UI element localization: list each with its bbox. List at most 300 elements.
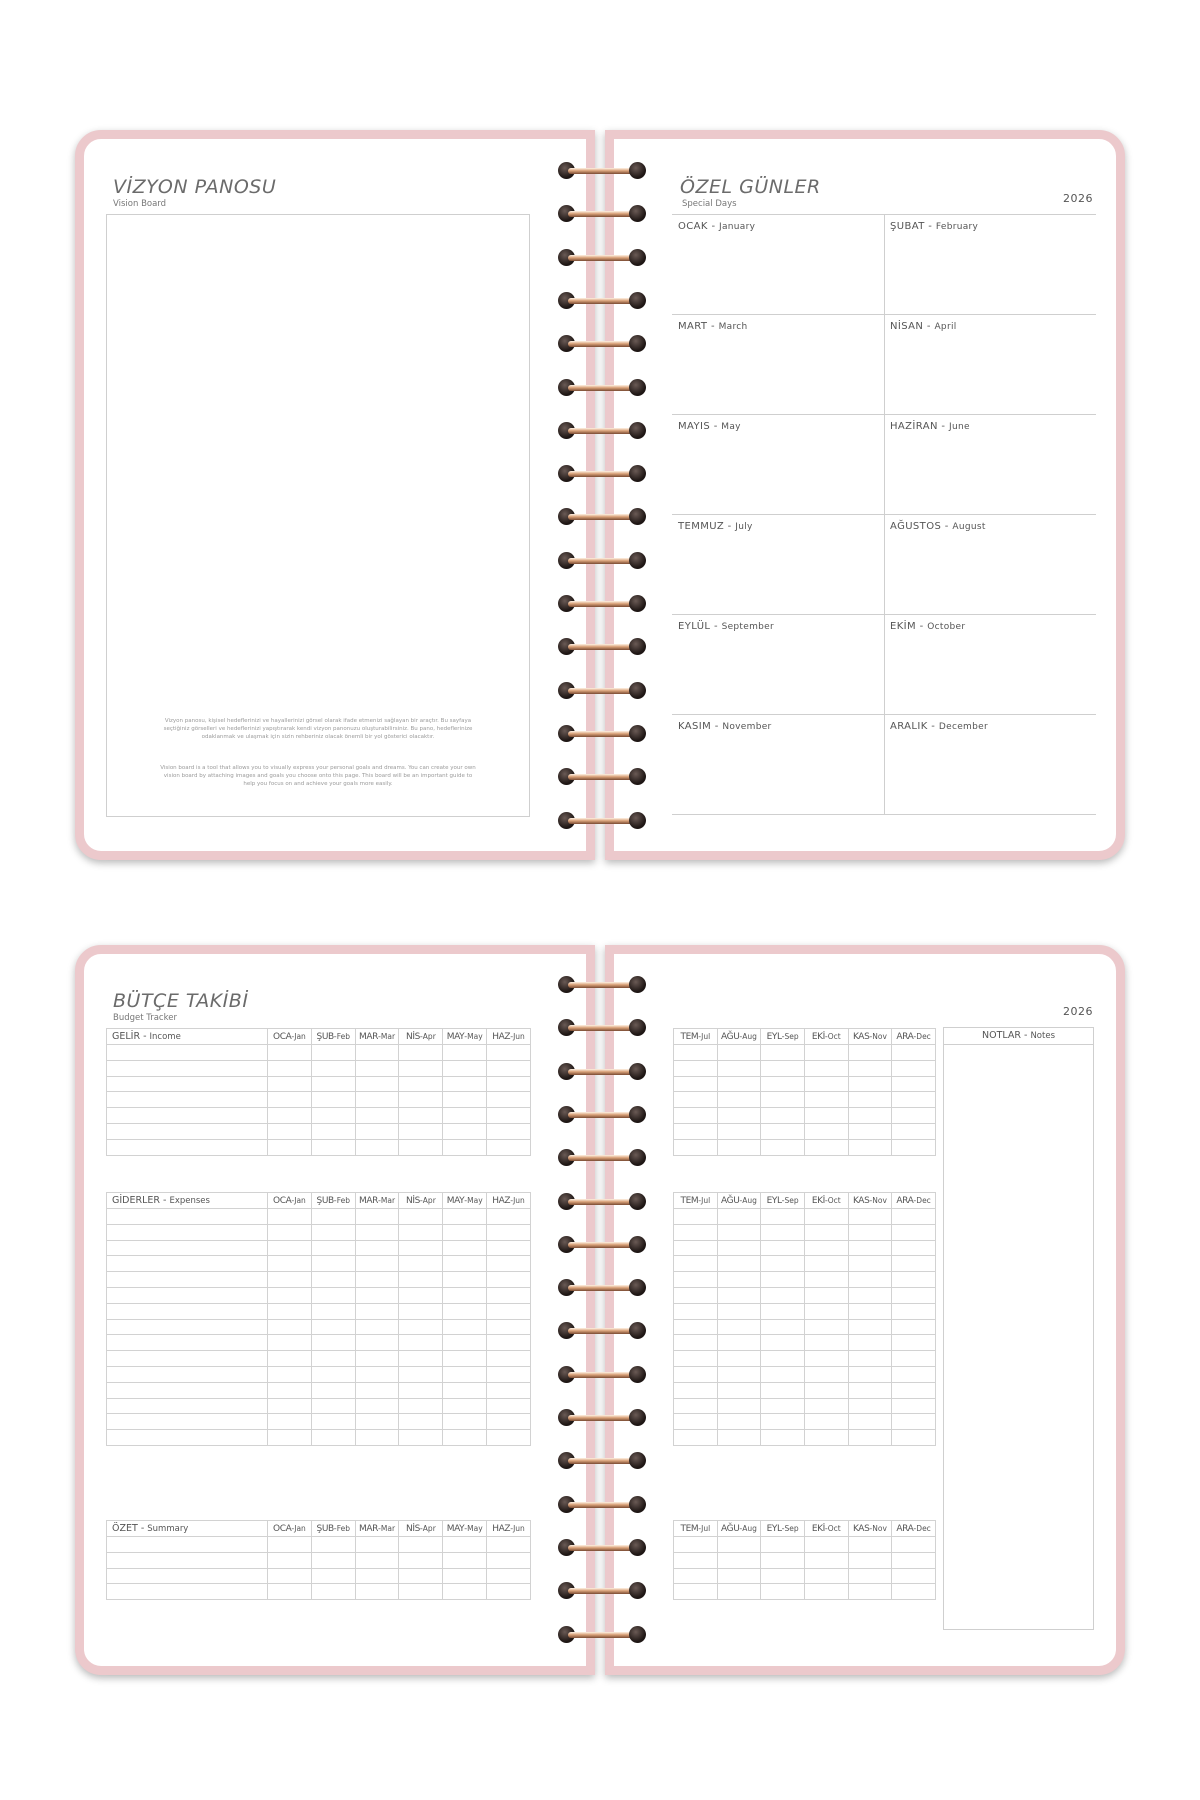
table-row[interactable]: [107, 1568, 531, 1584]
entry-cell[interactable]: [674, 1224, 718, 1240]
entry-cell[interactable]: [107, 1272, 268, 1288]
entry-cell[interactable]: [399, 1584, 443, 1600]
entry-cell[interactable]: [399, 1335, 443, 1351]
table-row[interactable]: [107, 1060, 531, 1076]
entry-cell[interactable]: [761, 1139, 805, 1155]
entry-cell[interactable]: [107, 1287, 268, 1303]
entry-cell[interactable]: [268, 1366, 312, 1382]
table-row[interactable]: [674, 1076, 936, 1092]
entry-cell[interactable]: [892, 1430, 936, 1446]
entry-cell[interactable]: [674, 1139, 718, 1155]
entry-cell[interactable]: [107, 1537, 268, 1553]
entry-cell[interactable]: [355, 1287, 399, 1303]
entry-cell[interactable]: [848, 1398, 892, 1414]
entry-cell[interactable]: [848, 1287, 892, 1303]
table-row[interactable]: [674, 1060, 936, 1076]
entry-cell[interactable]: [674, 1287, 718, 1303]
entry-cell[interactable]: [848, 1108, 892, 1124]
entry-cell[interactable]: [399, 1224, 443, 1240]
entry-cell[interactable]: [848, 1076, 892, 1092]
entry-cell[interactable]: [761, 1366, 805, 1382]
entry-cell[interactable]: [892, 1303, 936, 1319]
entry-cell[interactable]: [443, 1366, 487, 1382]
entry-cell[interactable]: [355, 1272, 399, 1288]
entry-cell[interactable]: [717, 1398, 761, 1414]
entry-cell[interactable]: [311, 1060, 355, 1076]
entry-cell[interactable]: [848, 1537, 892, 1553]
entry-cell[interactable]: [674, 1272, 718, 1288]
entry-cell[interactable]: [399, 1537, 443, 1553]
entry-cell[interactable]: [892, 1382, 936, 1398]
entry-cell[interactable]: [892, 1287, 936, 1303]
entry-cell[interactable]: [717, 1139, 761, 1155]
entry-cell[interactable]: [443, 1584, 487, 1600]
entry-cell[interactable]: [674, 1414, 718, 1430]
entry-cell[interactable]: [892, 1414, 936, 1430]
entry-cell[interactable]: [717, 1045, 761, 1061]
entry-cell[interactable]: [804, 1398, 848, 1414]
table-row[interactable]: [674, 1045, 936, 1061]
entry-cell[interactable]: [892, 1240, 936, 1256]
entry-cell[interactable]: [268, 1382, 312, 1398]
entry-cell[interactable]: [848, 1123, 892, 1139]
entry-cell[interactable]: [399, 1319, 443, 1335]
entry-cell[interactable]: [268, 1139, 312, 1155]
entry-cell[interactable]: [487, 1224, 531, 1240]
entry-cell[interactable]: [443, 1537, 487, 1553]
entry-cell[interactable]: [848, 1366, 892, 1382]
entry-cell[interactable]: [268, 1319, 312, 1335]
entry-cell[interactable]: [311, 1552, 355, 1568]
table-row[interactable]: [674, 1568, 936, 1584]
entry-cell[interactable]: [487, 1272, 531, 1288]
entry-cell[interactable]: [268, 1335, 312, 1351]
table-row[interactable]: [107, 1240, 531, 1256]
entry-cell[interactable]: [399, 1398, 443, 1414]
entry-cell[interactable]: [761, 1092, 805, 1108]
entry-cell[interactable]: [487, 1382, 531, 1398]
entry-cell[interactable]: [674, 1060, 718, 1076]
table-row[interactable]: [674, 1272, 936, 1288]
entry-cell[interactable]: [487, 1256, 531, 1272]
entry-cell[interactable]: [674, 1045, 718, 1061]
entry-cell[interactable]: [717, 1209, 761, 1225]
entry-cell[interactable]: [892, 1335, 936, 1351]
table-row[interactable]: [107, 1139, 531, 1155]
entry-cell[interactable]: [355, 1092, 399, 1108]
entry-cell[interactable]: [443, 1045, 487, 1061]
entry-cell[interactable]: [487, 1584, 531, 1600]
entry-cell[interactable]: [674, 1303, 718, 1319]
entry-cell[interactable]: [892, 1319, 936, 1335]
table-row[interactable]: [107, 1430, 531, 1446]
entry-cell[interactable]: [848, 1139, 892, 1155]
entry-cell[interactable]: [399, 1045, 443, 1061]
table-row[interactable]: [674, 1224, 936, 1240]
table-row[interactable]: [674, 1366, 936, 1382]
table-row[interactable]: [674, 1303, 936, 1319]
entry-cell[interactable]: [892, 1060, 936, 1076]
table-row[interactable]: [674, 1319, 936, 1335]
entry-cell[interactable]: [674, 1382, 718, 1398]
entry-cell[interactable]: [355, 1303, 399, 1319]
entry-cell[interactable]: [311, 1287, 355, 1303]
table-row[interactable]: [107, 1584, 531, 1600]
entry-cell[interactable]: [107, 1414, 268, 1430]
entry-cell[interactable]: [804, 1351, 848, 1367]
entry-cell[interactable]: [443, 1382, 487, 1398]
entry-cell[interactable]: [848, 1240, 892, 1256]
entry-cell[interactable]: [892, 1398, 936, 1414]
entry-cell[interactable]: [443, 1552, 487, 1568]
entry-cell[interactable]: [848, 1092, 892, 1108]
entry-cell[interactable]: [674, 1430, 718, 1446]
entry-cell[interactable]: [717, 1108, 761, 1124]
entry-cell[interactable]: [848, 1224, 892, 1240]
entry-cell[interactable]: [355, 1060, 399, 1076]
entry-cell[interactable]: [717, 1060, 761, 1076]
entry-cell[interactable]: [761, 1240, 805, 1256]
entry-cell[interactable]: [892, 1552, 936, 1568]
entry-cell[interactable]: [355, 1430, 399, 1446]
table-row[interactable]: [107, 1319, 531, 1335]
entry-cell[interactable]: [848, 1568, 892, 1584]
entry-cell[interactable]: [761, 1108, 805, 1124]
entry-cell[interactable]: [892, 1108, 936, 1124]
entry-cell[interactable]: [355, 1319, 399, 1335]
entry-cell[interactable]: [107, 1351, 268, 1367]
entry-cell[interactable]: [487, 1108, 531, 1124]
entry-cell[interactable]: [268, 1108, 312, 1124]
entry-cell[interactable]: [761, 1568, 805, 1584]
entry-cell[interactable]: [399, 1382, 443, 1398]
entry-cell[interactable]: [804, 1414, 848, 1430]
entry-cell[interactable]: [399, 1430, 443, 1446]
entry-cell[interactable]: [848, 1382, 892, 1398]
entry-cell[interactable]: [892, 1366, 936, 1382]
entry-cell[interactable]: [268, 1430, 312, 1446]
table-row[interactable]: [107, 1256, 531, 1272]
entry-cell[interactable]: [107, 1366, 268, 1382]
entry-cell[interactable]: [717, 1272, 761, 1288]
entry-cell[interactable]: [399, 1287, 443, 1303]
entry-cell[interactable]: [674, 1584, 718, 1600]
entry-cell[interactable]: [311, 1209, 355, 1225]
entry-cell[interactable]: [107, 1584, 268, 1600]
entry-cell[interactable]: [717, 1430, 761, 1446]
entry-cell[interactable]: [717, 1552, 761, 1568]
entry-cell[interactable]: [107, 1108, 268, 1124]
entry-cell[interactable]: [804, 1552, 848, 1568]
entry-cell[interactable]: [848, 1335, 892, 1351]
entry-cell[interactable]: [355, 1123, 399, 1139]
table-row[interactable]: [107, 1414, 531, 1430]
entry-cell[interactable]: [848, 1584, 892, 1600]
entry-cell[interactable]: [848, 1351, 892, 1367]
entry-cell[interactable]: [268, 1209, 312, 1225]
entry-cell[interactable]: [443, 1256, 487, 1272]
entry-cell[interactable]: [399, 1351, 443, 1367]
entry-cell[interactable]: [355, 1552, 399, 1568]
entry-cell[interactable]: [268, 1414, 312, 1430]
entry-cell[interactable]: [674, 1335, 718, 1351]
table-row[interactable]: [107, 1076, 531, 1092]
entry-cell[interactable]: [443, 1398, 487, 1414]
entry-cell[interactable]: [717, 1303, 761, 1319]
entry-cell[interactable]: [804, 1584, 848, 1600]
table-row[interactable]: [107, 1382, 531, 1398]
entry-cell[interactable]: [892, 1584, 936, 1600]
entry-cell[interactable]: [487, 1568, 531, 1584]
entry-cell[interactable]: [804, 1335, 848, 1351]
entry-cell[interactable]: [804, 1537, 848, 1553]
entry-cell[interactable]: [311, 1430, 355, 1446]
entry-cell[interactable]: [487, 1552, 531, 1568]
entry-cell[interactable]: [804, 1256, 848, 1272]
table-row[interactable]: [674, 1552, 936, 1568]
entry-cell[interactable]: [443, 1076, 487, 1092]
entry-cell[interactable]: [355, 1139, 399, 1155]
entry-cell[interactable]: [761, 1123, 805, 1139]
entry-cell[interactable]: [443, 1240, 487, 1256]
entry-cell[interactable]: [107, 1092, 268, 1108]
table-row[interactable]: [107, 1552, 531, 1568]
entry-cell[interactable]: [487, 1303, 531, 1319]
entry-cell[interactable]: [717, 1351, 761, 1367]
entry-cell[interactable]: [311, 1108, 355, 1124]
entry-cell[interactable]: [399, 1240, 443, 1256]
entry-cell[interactable]: [268, 1552, 312, 1568]
entry-cell[interactable]: [761, 1076, 805, 1092]
table-row[interactable]: [674, 1123, 936, 1139]
entry-cell[interactable]: [674, 1209, 718, 1225]
entry-cell[interactable]: [399, 1303, 443, 1319]
entry-cell[interactable]: [761, 1045, 805, 1061]
entry-cell[interactable]: [717, 1319, 761, 1335]
entry-cell[interactable]: [487, 1537, 531, 1553]
entry-cell[interactable]: [761, 1351, 805, 1367]
table-row[interactable]: [674, 1092, 936, 1108]
entry-cell[interactable]: [311, 1256, 355, 1272]
entry-cell[interactable]: [487, 1076, 531, 1092]
entry-cell[interactable]: [804, 1568, 848, 1584]
entry-cell[interactable]: [804, 1139, 848, 1155]
entry-cell[interactable]: [674, 1366, 718, 1382]
entry-cell[interactable]: [443, 1123, 487, 1139]
entry-cell[interactable]: [399, 1076, 443, 1092]
table-row[interactable]: [107, 1335, 531, 1351]
entry-cell[interactable]: [399, 1123, 443, 1139]
entry-cell[interactable]: [717, 1123, 761, 1139]
table-row[interactable]: [674, 1430, 936, 1446]
entry-cell[interactable]: [761, 1335, 805, 1351]
entry-cell[interactable]: [268, 1045, 312, 1061]
entry-cell[interactable]: [674, 1108, 718, 1124]
entry-cell[interactable]: [355, 1045, 399, 1061]
entry-cell[interactable]: [311, 1045, 355, 1061]
entry-cell[interactable]: [761, 1382, 805, 1398]
entry-cell[interactable]: [717, 1568, 761, 1584]
entry-cell[interactable]: [892, 1123, 936, 1139]
entry-cell[interactable]: [717, 1382, 761, 1398]
table-row[interactable]: [107, 1045, 531, 1061]
entry-cell[interactable]: [268, 1092, 312, 1108]
entry-cell[interactable]: [107, 1224, 268, 1240]
entry-cell[interactable]: [443, 1351, 487, 1367]
table-row[interactable]: [107, 1398, 531, 1414]
entry-cell[interactable]: [804, 1045, 848, 1061]
entry-cell[interactable]: [355, 1584, 399, 1600]
entry-cell[interactable]: [674, 1319, 718, 1335]
entry-cell[interactable]: [717, 1287, 761, 1303]
entry-cell[interactable]: [761, 1537, 805, 1553]
entry-cell[interactable]: [107, 1076, 268, 1092]
entry-cell[interactable]: [674, 1398, 718, 1414]
entry-cell[interactable]: [311, 1303, 355, 1319]
entry-cell[interactable]: [443, 1272, 487, 1288]
entry-cell[interactable]: [443, 1209, 487, 1225]
entry-cell[interactable]: [848, 1430, 892, 1446]
entry-cell[interactable]: [804, 1303, 848, 1319]
table-row[interactable]: [674, 1537, 936, 1553]
entry-cell[interactable]: [399, 1209, 443, 1225]
entry-cell[interactable]: [311, 1272, 355, 1288]
table-row[interactable]: [674, 1256, 936, 1272]
entry-cell[interactable]: [107, 1240, 268, 1256]
entry-cell[interactable]: [892, 1272, 936, 1288]
entry-cell[interactable]: [761, 1224, 805, 1240]
entry-cell[interactable]: [848, 1414, 892, 1430]
entry-cell[interactable]: [107, 1568, 268, 1584]
entry-cell[interactable]: [848, 1272, 892, 1288]
entry-cell[interactable]: [674, 1568, 718, 1584]
entry-cell[interactable]: [107, 1319, 268, 1335]
entry-cell[interactable]: [355, 1414, 399, 1430]
entry-cell[interactable]: [107, 1382, 268, 1398]
entry-cell[interactable]: [804, 1076, 848, 1092]
entry-cell[interactable]: [892, 1256, 936, 1272]
entry-cell[interactable]: [717, 1092, 761, 1108]
entry-cell[interactable]: [443, 1287, 487, 1303]
entry-cell[interactable]: [311, 1076, 355, 1092]
entry-cell[interactable]: [311, 1240, 355, 1256]
table-row[interactable]: [674, 1398, 936, 1414]
entry-cell[interactable]: [107, 1335, 268, 1351]
table-row[interactable]: [107, 1123, 531, 1139]
table-row[interactable]: [107, 1224, 531, 1240]
entry-cell[interactable]: [892, 1139, 936, 1155]
entry-cell[interactable]: [892, 1045, 936, 1061]
entry-cell[interactable]: [848, 1060, 892, 1076]
entry-cell[interactable]: [311, 1568, 355, 1584]
entry-cell[interactable]: [268, 1398, 312, 1414]
entry-cell[interactable]: [311, 1398, 355, 1414]
entry-cell[interactable]: [487, 1045, 531, 1061]
entry-cell[interactable]: [804, 1366, 848, 1382]
entry-cell[interactable]: [399, 1552, 443, 1568]
entry-cell[interactable]: [399, 1256, 443, 1272]
entry-cell[interactable]: [311, 1123, 355, 1139]
table-row[interactable]: [107, 1351, 531, 1367]
entry-cell[interactable]: [443, 1060, 487, 1076]
table-row[interactable]: [674, 1335, 936, 1351]
table-row[interactable]: [674, 1108, 936, 1124]
entry-cell[interactable]: [761, 1398, 805, 1414]
entry-cell[interactable]: [487, 1240, 531, 1256]
entry-cell[interactable]: [399, 1414, 443, 1430]
table-row[interactable]: [674, 1351, 936, 1367]
entry-cell[interactable]: [355, 1209, 399, 1225]
entry-cell[interactable]: [107, 1209, 268, 1225]
entry-cell[interactable]: [892, 1209, 936, 1225]
entry-cell[interactable]: [804, 1382, 848, 1398]
table-row[interactable]: [674, 1240, 936, 1256]
entry-cell[interactable]: [268, 1240, 312, 1256]
entry-cell[interactable]: [761, 1209, 805, 1225]
entry-cell[interactable]: [355, 1335, 399, 1351]
entry-cell[interactable]: [674, 1240, 718, 1256]
entry-cell[interactable]: [355, 1224, 399, 1240]
entry-cell[interactable]: [311, 1414, 355, 1430]
entry-cell[interactable]: [804, 1224, 848, 1240]
table-row[interactable]: [674, 1382, 936, 1398]
entry-cell[interactable]: [355, 1256, 399, 1272]
entry-cell[interactable]: [487, 1060, 531, 1076]
entry-cell[interactable]: [487, 1351, 531, 1367]
entry-cell[interactable]: [717, 1240, 761, 1256]
entry-cell[interactable]: [355, 1240, 399, 1256]
entry-cell[interactable]: [399, 1272, 443, 1288]
entry-cell[interactable]: [107, 1256, 268, 1272]
entry-cell[interactable]: [355, 1382, 399, 1398]
entry-cell[interactable]: [717, 1414, 761, 1430]
entry-cell[interactable]: [268, 1123, 312, 1139]
entry-cell[interactable]: [268, 1256, 312, 1272]
entry-cell[interactable]: [674, 1351, 718, 1367]
entry-cell[interactable]: [268, 1537, 312, 1553]
entry-cell[interactable]: [355, 1398, 399, 1414]
entry-cell[interactable]: [311, 1351, 355, 1367]
entry-cell[interactable]: [268, 1076, 312, 1092]
entry-cell[interactable]: [311, 1092, 355, 1108]
entry-cell[interactable]: [804, 1108, 848, 1124]
entry-cell[interactable]: [268, 1303, 312, 1319]
entry-cell[interactable]: [761, 1272, 805, 1288]
entry-cell[interactable]: [399, 1139, 443, 1155]
entry-cell[interactable]: [443, 1224, 487, 1240]
table-row[interactable]: [107, 1287, 531, 1303]
entry-cell[interactable]: [268, 1568, 312, 1584]
entry-cell[interactable]: [487, 1335, 531, 1351]
entry-cell[interactable]: [487, 1209, 531, 1225]
entry-cell[interactable]: [892, 1076, 936, 1092]
entry-cell[interactable]: [355, 1568, 399, 1584]
entry-cell[interactable]: [804, 1319, 848, 1335]
entry-cell[interactable]: [674, 1076, 718, 1092]
entry-cell[interactable]: [848, 1552, 892, 1568]
entry-cell[interactable]: [848, 1303, 892, 1319]
table-row[interactable]: [674, 1139, 936, 1155]
entry-cell[interactable]: [107, 1430, 268, 1446]
entry-cell[interactable]: [268, 1584, 312, 1600]
entry-cell[interactable]: [761, 1060, 805, 1076]
entry-cell[interactable]: [892, 1224, 936, 1240]
entry-cell[interactable]: [399, 1060, 443, 1076]
entry-cell[interactable]: [761, 1430, 805, 1446]
table-row[interactable]: [107, 1537, 531, 1553]
entry-cell[interactable]: [311, 1319, 355, 1335]
entry-cell[interactable]: [674, 1552, 718, 1568]
